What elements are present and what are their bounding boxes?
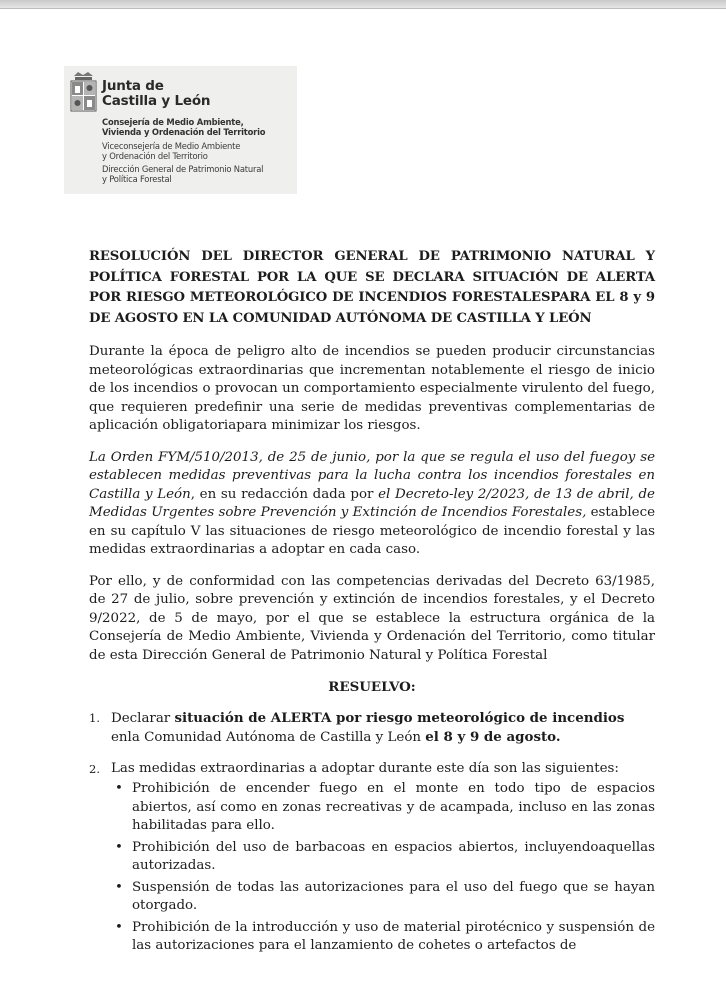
- measure-text: Prohibición del uso de barbacoas en espacios abiertos, incluyendoaquellas autorizadas.: [132, 839, 655, 873]
- item1-text-a: Declarar: [111, 710, 175, 726]
- logo-dept-line1: Consejería de Medio Ambiente,: [102, 117, 244, 127]
- list-item: [89, 760, 655, 956]
- measure-item: [111, 919, 655, 956]
- resuelvo-heading: RESUELVO:: [328, 679, 416, 695]
- paragraph-2: [89, 449, 655, 560]
- coat-of-arms-icon: [68, 70, 99, 114]
- item1-alert-text: situación de ALERTA por riesgo meteorológico de incendios: [174, 709, 625, 726]
- paragraph-1: Durante la época de peligro alto de incendios se pueden producir circunstancias meteorológicas extraordinarias que incrementan notablemente el riesgo de inicio de los incendios o provocan un comportamiento especialmente virulento del fuego, que requieren predefinir una serie de medidas preventivas complementarias de aplicación obligatoriapara minimizar los riesgos.: [89, 344, 655, 433]
- logo-dir-line2: y Política Forestal: [102, 173, 172, 184]
- item2-text: Las medidas extraordinarias a adoptar durante este día son las siguientes:: [111, 760, 619, 776]
- logo-dir-line1: Dirección General de Patrimonio Natural: [102, 164, 264, 174]
- item1-text-c: enla Comunidad Autónoma de Castilla y León: [111, 730, 426, 745]
- logo-viceconsejeria: [102, 142, 240, 161]
- bullet-icon: •: [115, 919, 123, 935]
- bullet-icon: •: [115, 839, 123, 855]
- paragraph-2-text-d: establece en su capítulo V las situaciones de riesgo meteorológico de incendio forestal y las medidas extraordinarias a adoptar en cada caso.: [89, 505, 655, 557]
- resolution-title: RESOLUCIÓN DEL DIRECTOR GENERAL DE PATRIMONIO NATURAL Y POLÍTICA FORESTAL POR LA QUE SE DECLARA SITUACIÓN DE ALERTA POR RIESGO METEOROLÓGICO DE INCENDIOS FORESTALESPARA EL 8 y 9 DE AGOSTO EN LA COMUNIDAD AUTÓNOMA DE CASTILLA Y LEÓN: [89, 249, 655, 326]
- logo-vice-line2: y Ordenación del Territorio: [102, 150, 208, 161]
- logo-title-line1: Junta de: [102, 78, 164, 94]
- page-bottom-fade: [0, 975, 726, 997]
- measure-text: Prohibición de la introducción y uso de material pirotécnico y suspensión de las autorizaciones para el lanzamiento de cohetes o artefactos de: [132, 919, 655, 953]
- measure-text: Suspensión de todas las autorizaciones para el uso del fuego que se hayan otorgado.: [132, 879, 655, 913]
- paragraph-3: Por ello, y de conformidad con las competencias derivadas del Decreto 63/1985, de 27 de julio, sobre prevención y extinción de incendios forestales, y el Decreto 9/2022, de 5 de mayo, por el que se establece la estructura orgánica de la Consejería de Medio Ambiente, Vivienda y Ordenación del Territorio, como titular de esta Dirección General de Patrimonio Natural y Política Forestal: [89, 573, 655, 663]
- measure-item: [111, 780, 655, 836]
- logo-dept-line2: Vivienda y Ordenación del Territorio: [102, 126, 266, 137]
- resolution-list: [89, 709, 655, 956]
- orden-citation: La Orden FYM/510/2013, de 25 de junio, por la que se regula el uso del fuegoy se establecen medidas preventivas para la lucha contra los incendios forestales en Castilla y León: [89, 449, 655, 502]
- viewer-top-bar: [0, 0, 726, 9]
- paragraph-2-text-b: , en su redacción dada por: [190, 486, 379, 502]
- logo-direccion-general: [102, 165, 263, 184]
- logo-vice-line1: Viceconsejería de Medio Ambiente: [102, 141, 241, 151]
- list-item: [89, 709, 655, 748]
- item1-dates: el 8 y 9 de agosto.: [425, 729, 561, 745]
- bullet-icon: •: [115, 879, 123, 895]
- logo-department: [102, 118, 265, 137]
- document-body: [89, 247, 655, 968]
- measure-item: [111, 879, 655, 916]
- measure-text: Prohibición de encender fuego en el monte en todo tipo de espacios abiertos, así como en zonas recreativas y de acampada, incluso en las zonas habilitadas para ello.: [132, 781, 655, 833]
- measure-item: [111, 839, 655, 876]
- measures-list: [111, 780, 655, 956]
- logo-title: [102, 79, 210, 109]
- bullet-icon: •: [115, 781, 123, 796]
- list-item-number: 1.: [89, 710, 100, 725]
- list-item-number: 2.: [89, 761, 100, 776]
- decreto-citation: el Decreto-ley 2/2023, de 13 de abril, de Medidas Urgentes sobre Prevención y Extinción de Incendios Forestales,: [89, 486, 655, 520]
- logo-title-line2: Castilla y León: [102, 93, 211, 109]
- junta-castilla-leon-logo: [64, 66, 297, 194]
